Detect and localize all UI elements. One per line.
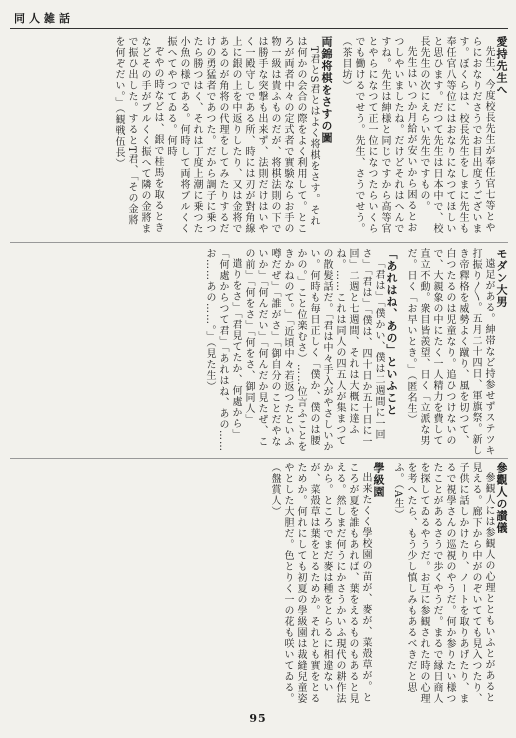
article-anoare-body: 「君は」「僕かい、僕は二週間に一回さ」「君は」「僕は、四十日か五十日に一回」二週と七週間、それは大概に達ふね。……これは同人の四五人が集まつての散髪話だ。「君は中々手入がやさしいかい。何時も毎日正しく「僕か、僕のは腰かの。」こと位楽むさ）……位言ふことをきかねのて。」「近頃中々若返つたといふ噂だぜ」「誰がさ」「御自分のことだやないか」「何んだい」「何んだか見たぜ、この前」「何をさ」「何をさ、御同人」 [243, 248, 384, 452]
article-shogi-body: T君とS君とはよく将棋をさす。それは何かの会合の際をよく利用して。ところが両者中々の定式者で實験ならお手の物一級は貴ふものだが、将棋法則の下では勝手な突撃も出来ず、法則だけはいやく一殿守しである所、時には刃が對角線上に銀の上を中返りしたり、又は金将であるのが角将の代理をしてみたりするだけの勇猛者であつた。だから調子に乗つたら勝つはく、それは丁度上潮に乗つた小魚の様である。何時して両将ブルくく振へてやつてゐる。何時 [165, 36, 319, 234]
article-visitors-heading: 參觀人の讃儀 [495, 462, 508, 534]
article-anoare [203, 248, 398, 456]
tier-middle [10, 248, 508, 456]
article-shogi-heading: 両錦将棋をさすの圖 [320, 36, 333, 144]
tier-divider [10, 458, 508, 459]
article-modern-body: 遠足がある。紳帯など持参せずステツキ打振り〳〵。五月二十四日、軍旗祭。新しき帝釋格を威勢よく蹴り、風を切つて、白つたるのは児童なり。追ひつけないので、大親象の中にたく一人精力を費して直立不動。衆目皆羨望、日く「立派な男だ。日く「お早いとき。」（匿名生） [405, 248, 494, 456]
tier-top [10, 36, 508, 236]
tier-divider [10, 242, 508, 243]
article-shogi-body-2: ぞやの時などは、銀で桂馬を取るときなどその手がブルくく振へて隣の金將まで振ひ出した。するとT君、「その金將を何ぞだい。」（観戦伍長） [113, 36, 163, 234]
article-teacher [339, 36, 508, 236]
header-rule [10, 28, 508, 29]
tier-bottom [10, 462, 508, 706]
page-number: 95 [249, 712, 267, 725]
article-shogi [112, 36, 333, 236]
article-visitors-body: 參観人には参観人の心理とともいふとがあると見える。廊下から中がのぞいてても見入つたり、子供に話しかけたり、ノートを取りあげたり、まるで視學さんの巡視のやうだ。何か参りたい様つたことがあるさうで歩くやうだ。まるで縁日商人を探してゐるやうだ。お互に参観された時の心理を考へたら、もう少し慎しみもあるべきだと思ふ。（A生） [392, 462, 494, 704]
article-teacher-heading: 愛持先生へ [495, 36, 508, 96]
article-anoare-body-2: 遣りをさ」「君見てたか、何處から」「何處からつて君」「あれはね、あの……お……あの……。」（見た生） [204, 248, 241, 452]
article-teacher-body: 先生、今度校長先生が奉任官七等とやらにおなりださうでお目出度うございます。ぼくらは、校長先生をしまに先生も奉任官八等位にはおなりになつてほしいと思ひます。だつて先生は日本中で、校長先生の次にえらい先生ですもの。 [418, 36, 494, 234]
page-header-title: 同人雑話 [14, 12, 74, 25]
article-garden-heading: 學級園 [372, 462, 385, 498]
article-garden [268, 462, 385, 706]
article-teacher-body-2: 先生はいつか月給が安いから困るとおつしやいましたね。だけどそれはへんですね。先生は紳様と同じですから高等官とやらになつて正一位になつたらいくらでも働けるでせう。先生、さうでせう。（茶目坊） [340, 36, 416, 234]
article-anoare-heading: 「あれはね、あの」といふこと [385, 248, 398, 416]
article-modern [404, 248, 508, 456]
article-garden-body: 出来たくく學校園の苗が、麥が、菜殻草が。ところが夏を誰もあれば、葉をえるものもあると見える。然しまだ何うにかさうかいふ現代の耕作法から。ところでまだ麥は種をとらるに相違ないが、菜殻草は葉をとるためか。それとも實をとるためか。何れにしても初夏の學級園は裁縫兒童姿やとした大胆だ。色とりく一の花も咲いてゐる。（盤賞人） [269, 462, 371, 704]
article-visitors [391, 462, 508, 706]
article-modern-heading: モダン大男 [495, 248, 508, 308]
